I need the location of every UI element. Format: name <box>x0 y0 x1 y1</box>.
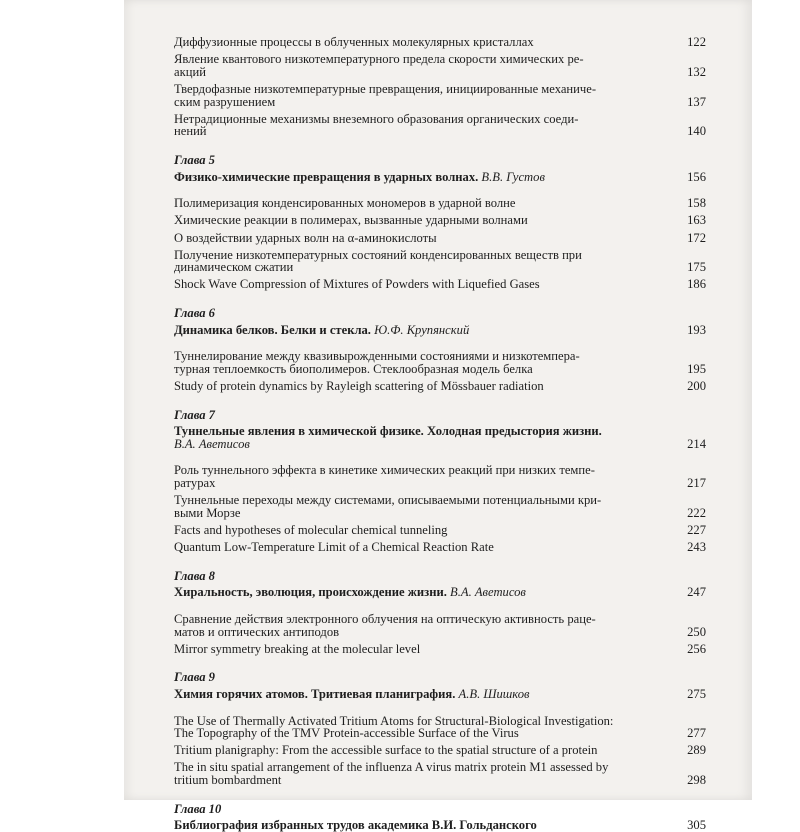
toc-entry-title <box>174 214 670 227</box>
toc-entry-line: О воздействии ударных волн на α-аминокислоты <box>174 230 437 245</box>
toc-entry-page: 186 <box>687 277 706 292</box>
toc-entry <box>174 113 706 138</box>
toc-entry-line: Полимеризация конденсированных мономеров в ударной волне <box>174 196 516 211</box>
chapter-title <box>174 171 706 184</box>
toc-entry-line: Facts and hypotheses of molecular chemical tunneling <box>174 522 448 537</box>
chapter-label: Глава 10 <box>174 801 222 816</box>
toc-entry-page: 289 <box>687 743 706 758</box>
toc-entry-line: Quantum Low-Temperature Limit of a Chemical Reaction Rate <box>174 540 494 555</box>
toc-entry-line: Mirror symmetry breaking at the molecular level <box>174 641 421 656</box>
toc-entry-line: матов и оптических антиподов <box>174 624 340 639</box>
toc-entry-page: 256 <box>687 641 706 656</box>
chapter-title-text <box>174 171 670 184</box>
toc-entry-line: Сравнение действия электронного облучения на оптическую активность раце- <box>174 611 596 626</box>
toc-entry <box>174 744 706 757</box>
toc-entry-title <box>174 643 670 656</box>
toc-entry <box>174 761 706 786</box>
toc-entry <box>174 541 706 554</box>
chapter-label: Глава 8 <box>174 568 215 583</box>
toc-entry-page: 222 <box>687 505 706 520</box>
chapter-title <box>174 586 706 599</box>
chapter-title-main: Библиография избранных трудов академика В.И. Гольданского <box>174 818 537 832</box>
chapter-title-main: Физико-химические превращения в ударных волнах. <box>174 169 479 184</box>
chapter-title <box>174 688 706 701</box>
spacer <box>174 336 706 350</box>
toc-entry <box>174 197 706 210</box>
toc-entry-page: 277 <box>687 726 706 741</box>
toc-entry-page: 227 <box>687 522 706 537</box>
toc-entry-page: 158 <box>687 196 706 211</box>
toc-entry-title <box>174 197 670 210</box>
toc-entry-page: 195 <box>687 361 706 376</box>
toc-entry-title <box>174 278 670 291</box>
toc-entry-line: Роль туннельного эффекта в кинетике химических реакций при низких темпе- <box>174 463 595 478</box>
toc-entry <box>174 613 706 638</box>
toc-entry <box>174 350 706 375</box>
toc-entry-line: Туннельные переходы между системами, описываемыми потенциальными кри- <box>174 493 602 508</box>
chapter-title-main: Хиральность, эволюция, происхождение жизни. <box>174 585 447 600</box>
toc-entry-title <box>174 36 670 49</box>
toc-entry <box>174 524 706 537</box>
toc-entry-line: Study of protein dynamics by Rayleigh scattering of Mössbauer radiation <box>174 379 544 394</box>
toc-entry <box>174 214 706 227</box>
toc-entry-title <box>174 350 670 375</box>
toc-entry <box>174 36 706 49</box>
toc-entry-page: 200 <box>687 379 706 394</box>
toc-entry-title <box>174 464 670 489</box>
toc-entry-page: 122 <box>687 35 706 49</box>
chapter-title-main: Динамика белков. Белки и стекла. <box>174 322 371 337</box>
toc-entry-title <box>174 249 670 274</box>
toc-entry-line: Туннелирование между квазивырожденными состояниями и низкотемпера- <box>174 349 580 364</box>
toc-entry-title <box>174 541 670 554</box>
toc-entry-line: выми Морзе <box>174 505 241 520</box>
toc-entry-line: Химические реакции в полимерах, вызванные ударными волнами <box>174 213 528 228</box>
toc-entry <box>174 249 706 274</box>
chapter-page: 156 <box>687 169 706 184</box>
toc-entry-page: 175 <box>687 260 706 275</box>
toc-entry-title <box>174 524 670 537</box>
toc-entry-line: ским разрушением <box>174 94 276 109</box>
chapter-title <box>174 324 706 337</box>
toc-entry-line: Tritium planigraphy: From the accessible surface to the spatial structure of a protein <box>174 743 598 758</box>
chapter-title-text <box>174 324 670 337</box>
toc-entry-page: 243 <box>687 540 706 555</box>
toc-entry <box>174 464 706 489</box>
toc-entry <box>174 53 706 78</box>
chapter-author: Ю.Ф. Крупянский <box>374 322 470 337</box>
toc-entry-line: Нетрадиционные механизмы внеземного образования органических соеди- <box>174 111 579 126</box>
toc-entry-line: нений <box>174 124 207 139</box>
book-page <box>124 0 752 832</box>
toc-entry-page: 140 <box>687 124 706 139</box>
chapter-label: Глава 6 <box>174 306 215 321</box>
chapter-author: В.А. Аветисов <box>174 436 250 451</box>
chapter-label: Глава 7 <box>174 407 215 422</box>
chapter-page: 305 <box>687 818 706 832</box>
toc-entry-line: акций <box>174 64 206 79</box>
toc-entry <box>174 232 706 245</box>
chapter-title-text: Туннельные явления в химической физике. Холодная предыстория жизни. <box>174 424 602 439</box>
toc-entry-title <box>174 715 670 740</box>
chapter-author-row <box>174 438 706 451</box>
toc-entry-title <box>174 113 670 138</box>
toc-entry-line: Явление квантового низкотемпературного предела скорости химических ре- <box>174 52 584 67</box>
toc-entry-line: динамическом сжатии <box>174 260 294 275</box>
toc-entry <box>174 278 706 291</box>
chapter-label: Глава 9 <box>174 670 215 685</box>
toc-entry <box>174 380 706 393</box>
spacer <box>174 450 706 464</box>
toc-entry-page: 298 <box>687 773 706 788</box>
toc-entry <box>174 494 706 519</box>
chapter-author: А.В. Шишков <box>458 686 530 701</box>
chapter-author: В.В. Густов <box>481 169 545 184</box>
chapter-page: 275 <box>687 686 706 701</box>
toc-entry <box>174 715 706 740</box>
toc-entry-title <box>174 613 670 638</box>
toc-entry <box>174 83 706 108</box>
toc-entry-title <box>174 761 670 786</box>
chapter-title <box>174 819 706 832</box>
toc-entry-line: Получение низкотемпературных состояний конденсированных веществ при <box>174 247 582 262</box>
toc-entry-title <box>174 232 670 245</box>
chapter-author: В.А. Аветисов <box>450 585 526 600</box>
toc-entry <box>174 643 706 656</box>
chapter-title-text <box>174 586 670 599</box>
chapter-title-main: Химия горячих атомов. Тритиевая планиграфия. <box>174 686 456 701</box>
toc-entry-title <box>174 83 670 108</box>
spacer <box>174 183 706 197</box>
chapter-page: 214 <box>687 436 706 451</box>
chapter-title <box>174 425 706 438</box>
toc-entry-page: 132 <box>687 64 706 79</box>
chapter-page: 247 <box>687 585 706 600</box>
toc-entry-line: турная теплоемкость биополимеров. Стеклообразная модель белка <box>174 361 533 376</box>
chapter-page: 193 <box>687 322 706 337</box>
chapter-title-text <box>174 819 670 832</box>
toc-entry-line: The in situ spatial arrangement of the influenza A virus matrix protein M1 assessed by <box>174 760 609 775</box>
spacer <box>174 599 706 613</box>
toc-entry-line: Твердофазные низкотемпературные превращения, инициированные механиче- <box>174 81 597 96</box>
toc-entry-title <box>174 744 670 757</box>
toc-entry-line: tritium bombardment <box>174 773 282 788</box>
toc-entry-line: ратурах <box>174 476 216 490</box>
chapter-label: Глава 5 <box>174 152 215 167</box>
toc-entry-page: 250 <box>687 624 706 639</box>
toc-entry-title <box>174 53 670 78</box>
toc-entry-line: The Use of Thermally Activated Tritium Atoms for Structural-Biological Investigation: <box>174 713 614 728</box>
chapter-title-text <box>174 688 670 701</box>
toc-entry-page: 172 <box>687 230 706 245</box>
toc-entry-page: 163 <box>687 213 706 228</box>
spacer <box>174 701 706 715</box>
toc-entry-line: Shock Wave Compression of Mixtures of Powders with Liquefied Gases <box>174 277 540 292</box>
toc-entry-title <box>174 380 670 393</box>
toc-entry-page: 217 <box>687 476 706 490</box>
toc-entry-title <box>174 494 670 519</box>
table-of-contents <box>174 36 706 832</box>
toc-entry-line: The Topography of the TMV Protein-accessible Surface of the Virus <box>174 726 519 741</box>
toc-entry-page: 137 <box>687 94 706 109</box>
toc-entry-line: Диффузионные процессы в облученных молекулярных кристаллах <box>174 35 534 49</box>
